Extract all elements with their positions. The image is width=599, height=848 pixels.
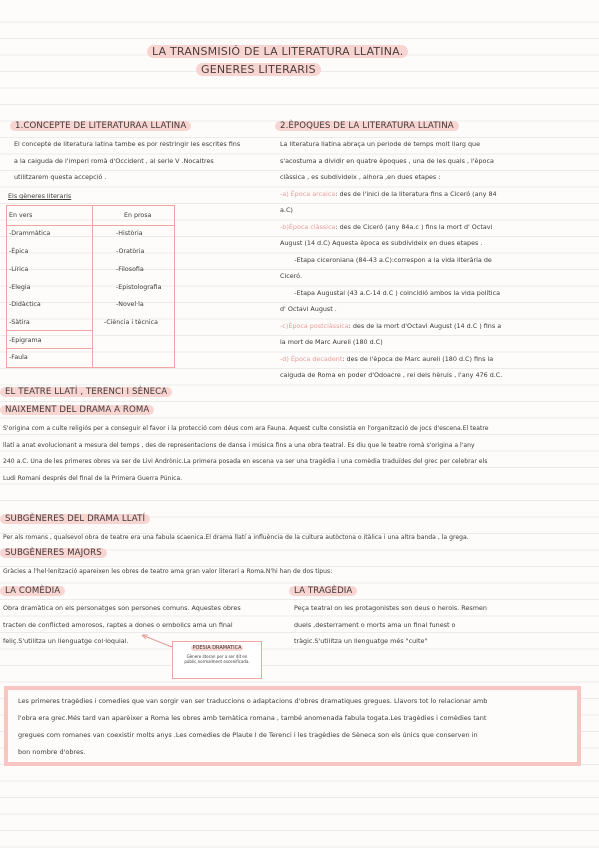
section1-heading-text: 1.CONCEPTE DE LITERATURAA LLATINA	[10, 121, 191, 131]
note-arrow	[136, 631, 176, 651]
teatre-heading-text: EL TEATRE LLATÍ , TERENCI I SÈNECA	[0, 387, 172, 397]
page-subtitle	[196, 63, 321, 76]
teatre-line: Ludi Romani després del final de la Primera Guerra Púnica.	[3, 474, 183, 482]
teatre-body	[3, 421, 489, 487]
verse-item: -Lírica	[9, 266, 29, 273]
epoch-line: -b)Època clàssica: des de Ciceró (any 84a.c ) fins la mort d' Octavi	[280, 222, 493, 231]
comedia-line: feliç.S'utilitza un llenguatge col·loquial.	[3, 637, 129, 645]
table-row-divider	[7, 225, 174, 226]
verse-item: -Epigrama	[9, 337, 42, 344]
majors-line: Gràcies a l'hel·lenització apareixen les obres de teatro ama gran valor literari a Roma.N'hi han de dos tipus:	[3, 568, 333, 575]
note-title: POESIA DRAMATICA	[192, 645, 242, 651]
genres-table	[6, 205, 175, 368]
epoch-line: a.C)	[280, 206, 293, 214]
section2-heading-text: 2.ÈPOQUES DE LA LITERATURA LLATINA	[275, 121, 459, 131]
prose-item: -Novel·la	[116, 301, 144, 308]
page-title-line1: LA TRANSMISIÓ DE LA LITERATURA LLATINA.	[147, 45, 408, 58]
tragedia-heading	[289, 586, 357, 596]
teatre-subheading	[0, 405, 154, 415]
epoch-line: clàssica , es subdivideix , alhora ,en dues etapes :	[280, 173, 441, 181]
page-title	[147, 45, 408, 58]
prose-item: -Oratòria	[116, 248, 145, 255]
genres-label: Els gèneres literaris	[8, 192, 72, 200]
epoch-name: -a) Època arcaica	[280, 189, 336, 198]
subgeneres-heading	[0, 514, 150, 524]
summary-box	[4, 686, 581, 766]
subgeneres-line: Per als romans , qualsevol obra de teatre era una fabula scaenica.El drama llatí a influència de la cultura autòctona o itàlica i una altra banda , la grega.	[3, 534, 469, 541]
verse-item: -Drammàtica	[9, 230, 51, 237]
section1-heading	[10, 121, 191, 131]
summary-line: Les primeres tragèdies i comedies que van sorgir van ser traduccions o adaptacions d'obres dramatiques gregues. Llavors tot lo relacionar amb	[18, 697, 488, 705]
verse-item: -Elegia	[9, 284, 31, 291]
verse-item: -Sàtira	[9, 319, 30, 326]
table-row-divider	[7, 348, 92, 349]
comedia-line: Obra dramàtica on els personatges son persones comuns. Aquestes obres	[3, 604, 241, 612]
tragedia-line: duels ,desterrament o morts ama un final funest o	[294, 620, 456, 629]
epoch-line: -Etapa Augustal (43 a.C-14 d.C ) coincidió ambos la vida política	[280, 288, 501, 297]
verse-item: -Èpica	[9, 248, 29, 255]
epoch-line: -a) Època arcaica: des de l'inici de la literatura fins a Ciceró (any 84	[280, 189, 497, 198]
verse-item: -Faula	[9, 354, 28, 361]
tragedia-line: tràgic.S'utilitza un llenguatge més "culte"	[294, 637, 428, 645]
note-line: Gènere literari per a ser dit en	[186, 654, 248, 659]
summary-line: l'obra era grec.Més tard van aparèixer a Roma les obres amb temàtica romana , també anomenada fabula togata.Les tragèdies i comèdies tant	[18, 714, 487, 722]
epoch-line: s'acostuma a dividir en quatre èpoques , una de les quals , l'època	[280, 156, 494, 165]
comedia-line: tracten de conflicted amorosos, raptes a dones o embolics ama un final	[3, 620, 233, 629]
verse-item: -Didàctica	[9, 301, 41, 308]
comedia-heading	[0, 586, 65, 596]
prose-item: -Història	[116, 230, 143, 237]
prose-item: -Ciència i tècnica	[104, 319, 158, 326]
table-column-divider	[92, 206, 93, 367]
section2-heading	[275, 121, 459, 131]
teatre-heading	[0, 387, 172, 397]
verse-header: En vers	[9, 212, 33, 219]
teatre-line: 240 a.C. Una de les primeres obres va ser de Livi Andrònic.La primera posada en escena va ser una tragèdia i una comèdia traduïdes del grec per celebrar els	[3, 458, 488, 465]
section1-line: utilitzarem questa accepció .	[14, 173, 107, 181]
tragedia-line: Peça teatral on les protagonistes son deus o herois. Resmen	[294, 604, 487, 612]
summary-line: bon nombre d'obres.	[18, 748, 86, 756]
comedia-heading-text: LA COMÈDIA	[0, 586, 65, 596]
epoch-line: -Etapa ciceroniana (84-43 a.C):correspon a la vida literària de	[280, 255, 492, 264]
summary-line: gregues com romanes van coexistir molts anys .Les comedies de Plaute I de Terenci i les tragèdies de Sèneca son els únics que conserven in	[18, 731, 478, 739]
note-card	[172, 641, 262, 679]
teatre-line: S'origina com a culte religiós per a conseguir el favor i la protecció com déus com ara Fauna. Aquest culte consistia en l'organització de jocs d'escena.El teatre	[3, 425, 489, 432]
section1-body	[14, 136, 240, 186]
tragedia-heading-text: LA TRAGÈDIA	[289, 586, 357, 596]
epoch-line: La literatura llatina abraça un periode de temps molt llarg que	[280, 140, 481, 148]
table-row-divider	[7, 330, 92, 331]
majors-heading-text: SUBGÈNERES MAJORS	[0, 548, 107, 558]
note-line: públic,normalment escenificada.	[184, 659, 250, 664]
epoch-line: la mort de Marc Aureli (180 d.C)	[280, 338, 383, 346]
epoch-line: caiguda de Roma en poder d'Odoacre , rei dels hèruls , l'any 476 d.C.	[280, 371, 503, 379]
prose-item: -Epistolografia	[116, 284, 162, 291]
subgeneres-heading-text: SUBGÈNERES DEL DRAMA LLATÍ	[0, 514, 150, 524]
epoch-line: Ciceró.	[280, 272, 302, 280]
epoch-name: -b)Època clàssica	[280, 222, 336, 231]
epoch-line: -c)Època postclàssica: des de la mort d'Octavi August (14 d.C ) fins a	[280, 321, 502, 330]
epoch-name: -d) Època decadent	[280, 354, 343, 363]
section1-line: El concepte de literatura latina tambe es por restringir les escrites fins	[14, 140, 241, 148]
teatre-subheading-text: NAIXEMENT DEL DRAMA A ROMA	[0, 405, 154, 415]
epoch-line: -d) Època decadent: des de l'època de Marc aureli (180 d.C) fins la	[280, 354, 494, 363]
prose-header: En prosa	[124, 212, 152, 219]
epoch-line: August (14 d.C) Aquesta època es subdivideix en dues etapes .	[280, 239, 483, 247]
teatre-line: llatí a anat evolucionant a mesura del temps , des de representacions de dansa i música fins a una obra teatral. Es diu que le teatre romà s'origina a l'any	[3, 441, 475, 449]
section1-line: a la caiguda de l'imperi romà d'Occident , al serle V .Nocaltres	[14, 156, 214, 165]
tragedia-body	[294, 600, 487, 650]
page-title-line2: GENERES LITERARIS	[196, 63, 321, 76]
prose-item: -Filosofia	[116, 266, 144, 273]
epoch-line: d' Octavi August .	[280, 305, 337, 313]
majors-heading	[0, 548, 107, 558]
epoch-name: -c)Època postclàssica	[280, 321, 349, 330]
section2-body	[280, 136, 502, 384]
